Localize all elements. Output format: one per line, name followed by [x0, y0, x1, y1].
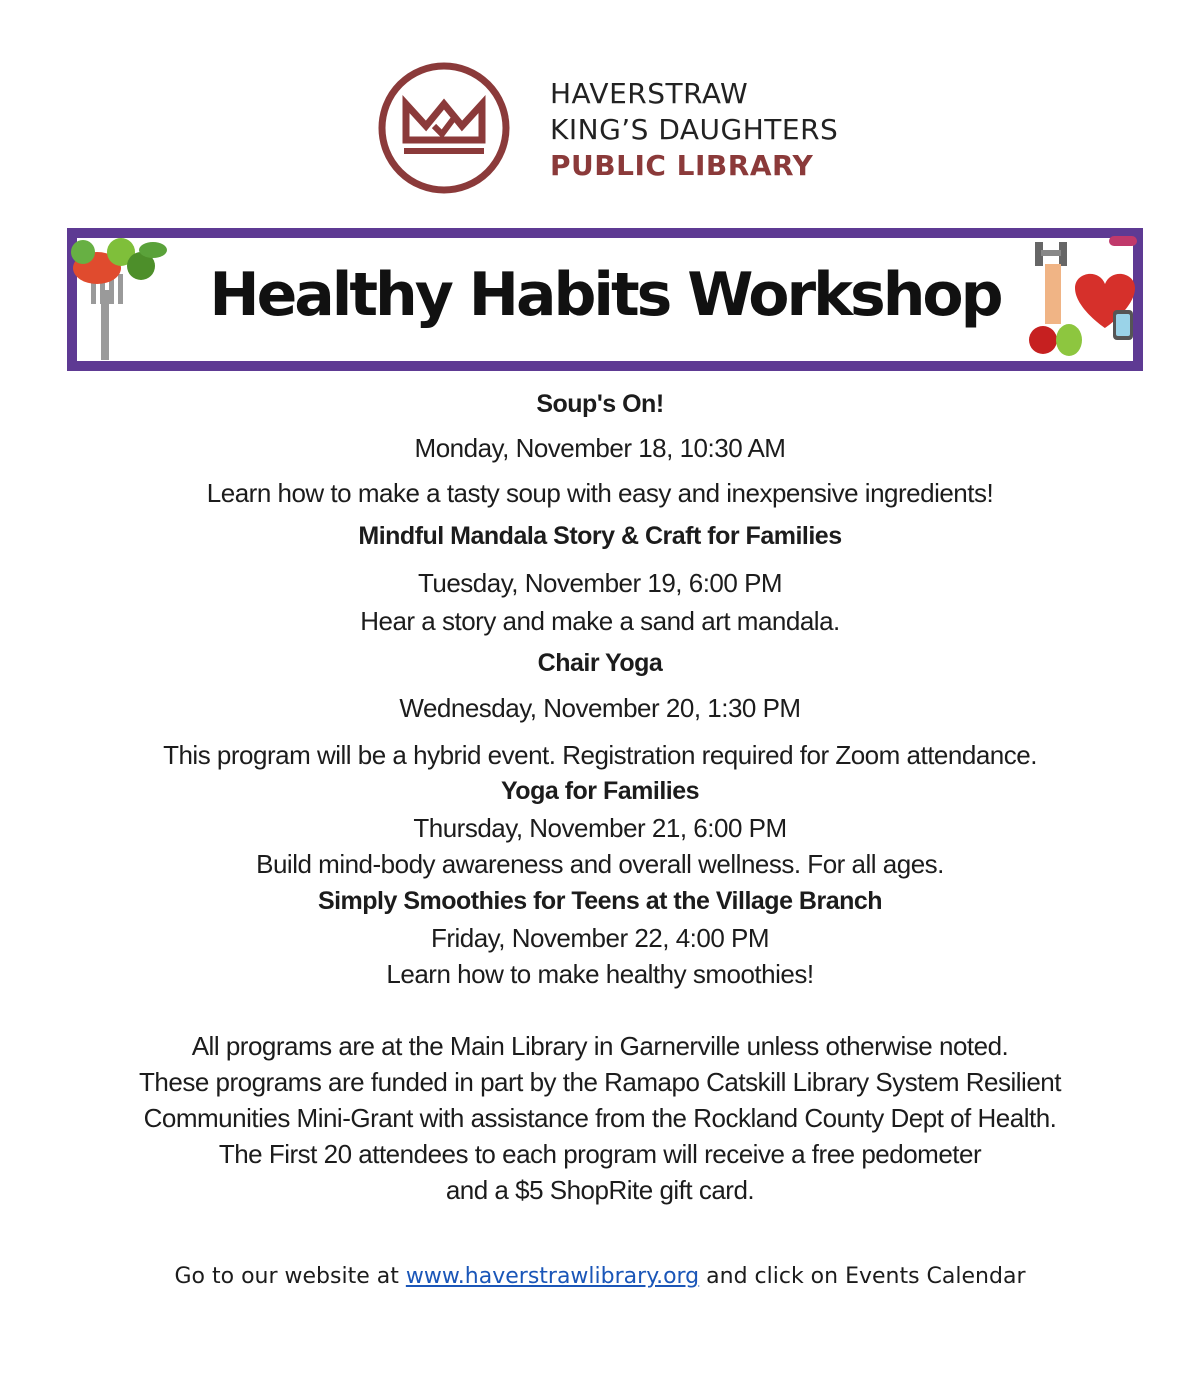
event-datetime: Monday, November 18, 10:30 AM — [414, 433, 786, 463]
footer-text — [0, 1264, 1200, 1289]
note-line: All programs are at the Main Library in Garnerville unless otherwise noted. — [191, 1031, 1009, 1061]
logo-line-2: KING’S DAUGHTERS — [550, 113, 839, 146]
website-link[interactable]: www.haverstrawlibrary.org — [405, 1264, 700, 1289]
event-description: Build mind-body awareness and overall wellness. For all ages. — [256, 849, 944, 879]
logo-line-3: PUBLIC LIBRARY — [550, 149, 814, 182]
library-logo — [376, 60, 846, 196]
fitness-heart-icon — [1015, 228, 1145, 368]
library-name — [550, 76, 838, 184]
event-description: Learn how to make a tasty soup with easy and inexpensive ingredients! — [206, 478, 994, 508]
note-line: The First 20 attendees to each program will receive a free pedometer — [218, 1139, 982, 1169]
event-description: Hear a story and make a sand art mandala. — [360, 606, 840, 636]
banner-title: Healthy Habits Workshop — [209, 260, 1001, 330]
event-title: Soup's On! — [536, 390, 664, 418]
footer-prefix: Go to our website at — [174, 1264, 406, 1289]
footer-suffix: and click on Events Calendar — [699, 1264, 1026, 1289]
event-title: Chair Yoga — [537, 649, 663, 677]
logo-line-1: HAVERSTRAW — [550, 77, 749, 110]
note-line: and a $5 ShopRite gift card. — [445, 1175, 755, 1205]
event-datetime: Thursday, November 21, 6:00 PM — [413, 813, 787, 843]
event-datetime: Tuesday, November 19, 6:00 PM — [417, 568, 783, 598]
event-datetime: Friday, November 22, 4:00 PM — [430, 923, 770, 953]
event-datetime: Wednesday, November 20, 1:30 PM — [399, 693, 801, 723]
event-title: Simply Smoothies for Teens at the Village Branch — [317, 887, 883, 915]
note-line: These programs are funded in part by the Ramapo Catskill Library System Resilient — [139, 1067, 1061, 1097]
event-description: This program will be a hybrid event. Registration required for Zoom attendance. — [163, 740, 1037, 770]
event-title: Yoga for Families — [500, 777, 700, 805]
event-title: Mindful Mandala Story & Craft for Families — [358, 522, 842, 550]
workshop-banner — [67, 228, 1143, 371]
note-line: Communities Mini-Grant with assistance from the Rockland County Dept of Health. — [143, 1103, 1057, 1133]
crown-logo-icon — [376, 60, 512, 196]
event-description: Learn how to make healthy smoothies! — [386, 959, 814, 989]
